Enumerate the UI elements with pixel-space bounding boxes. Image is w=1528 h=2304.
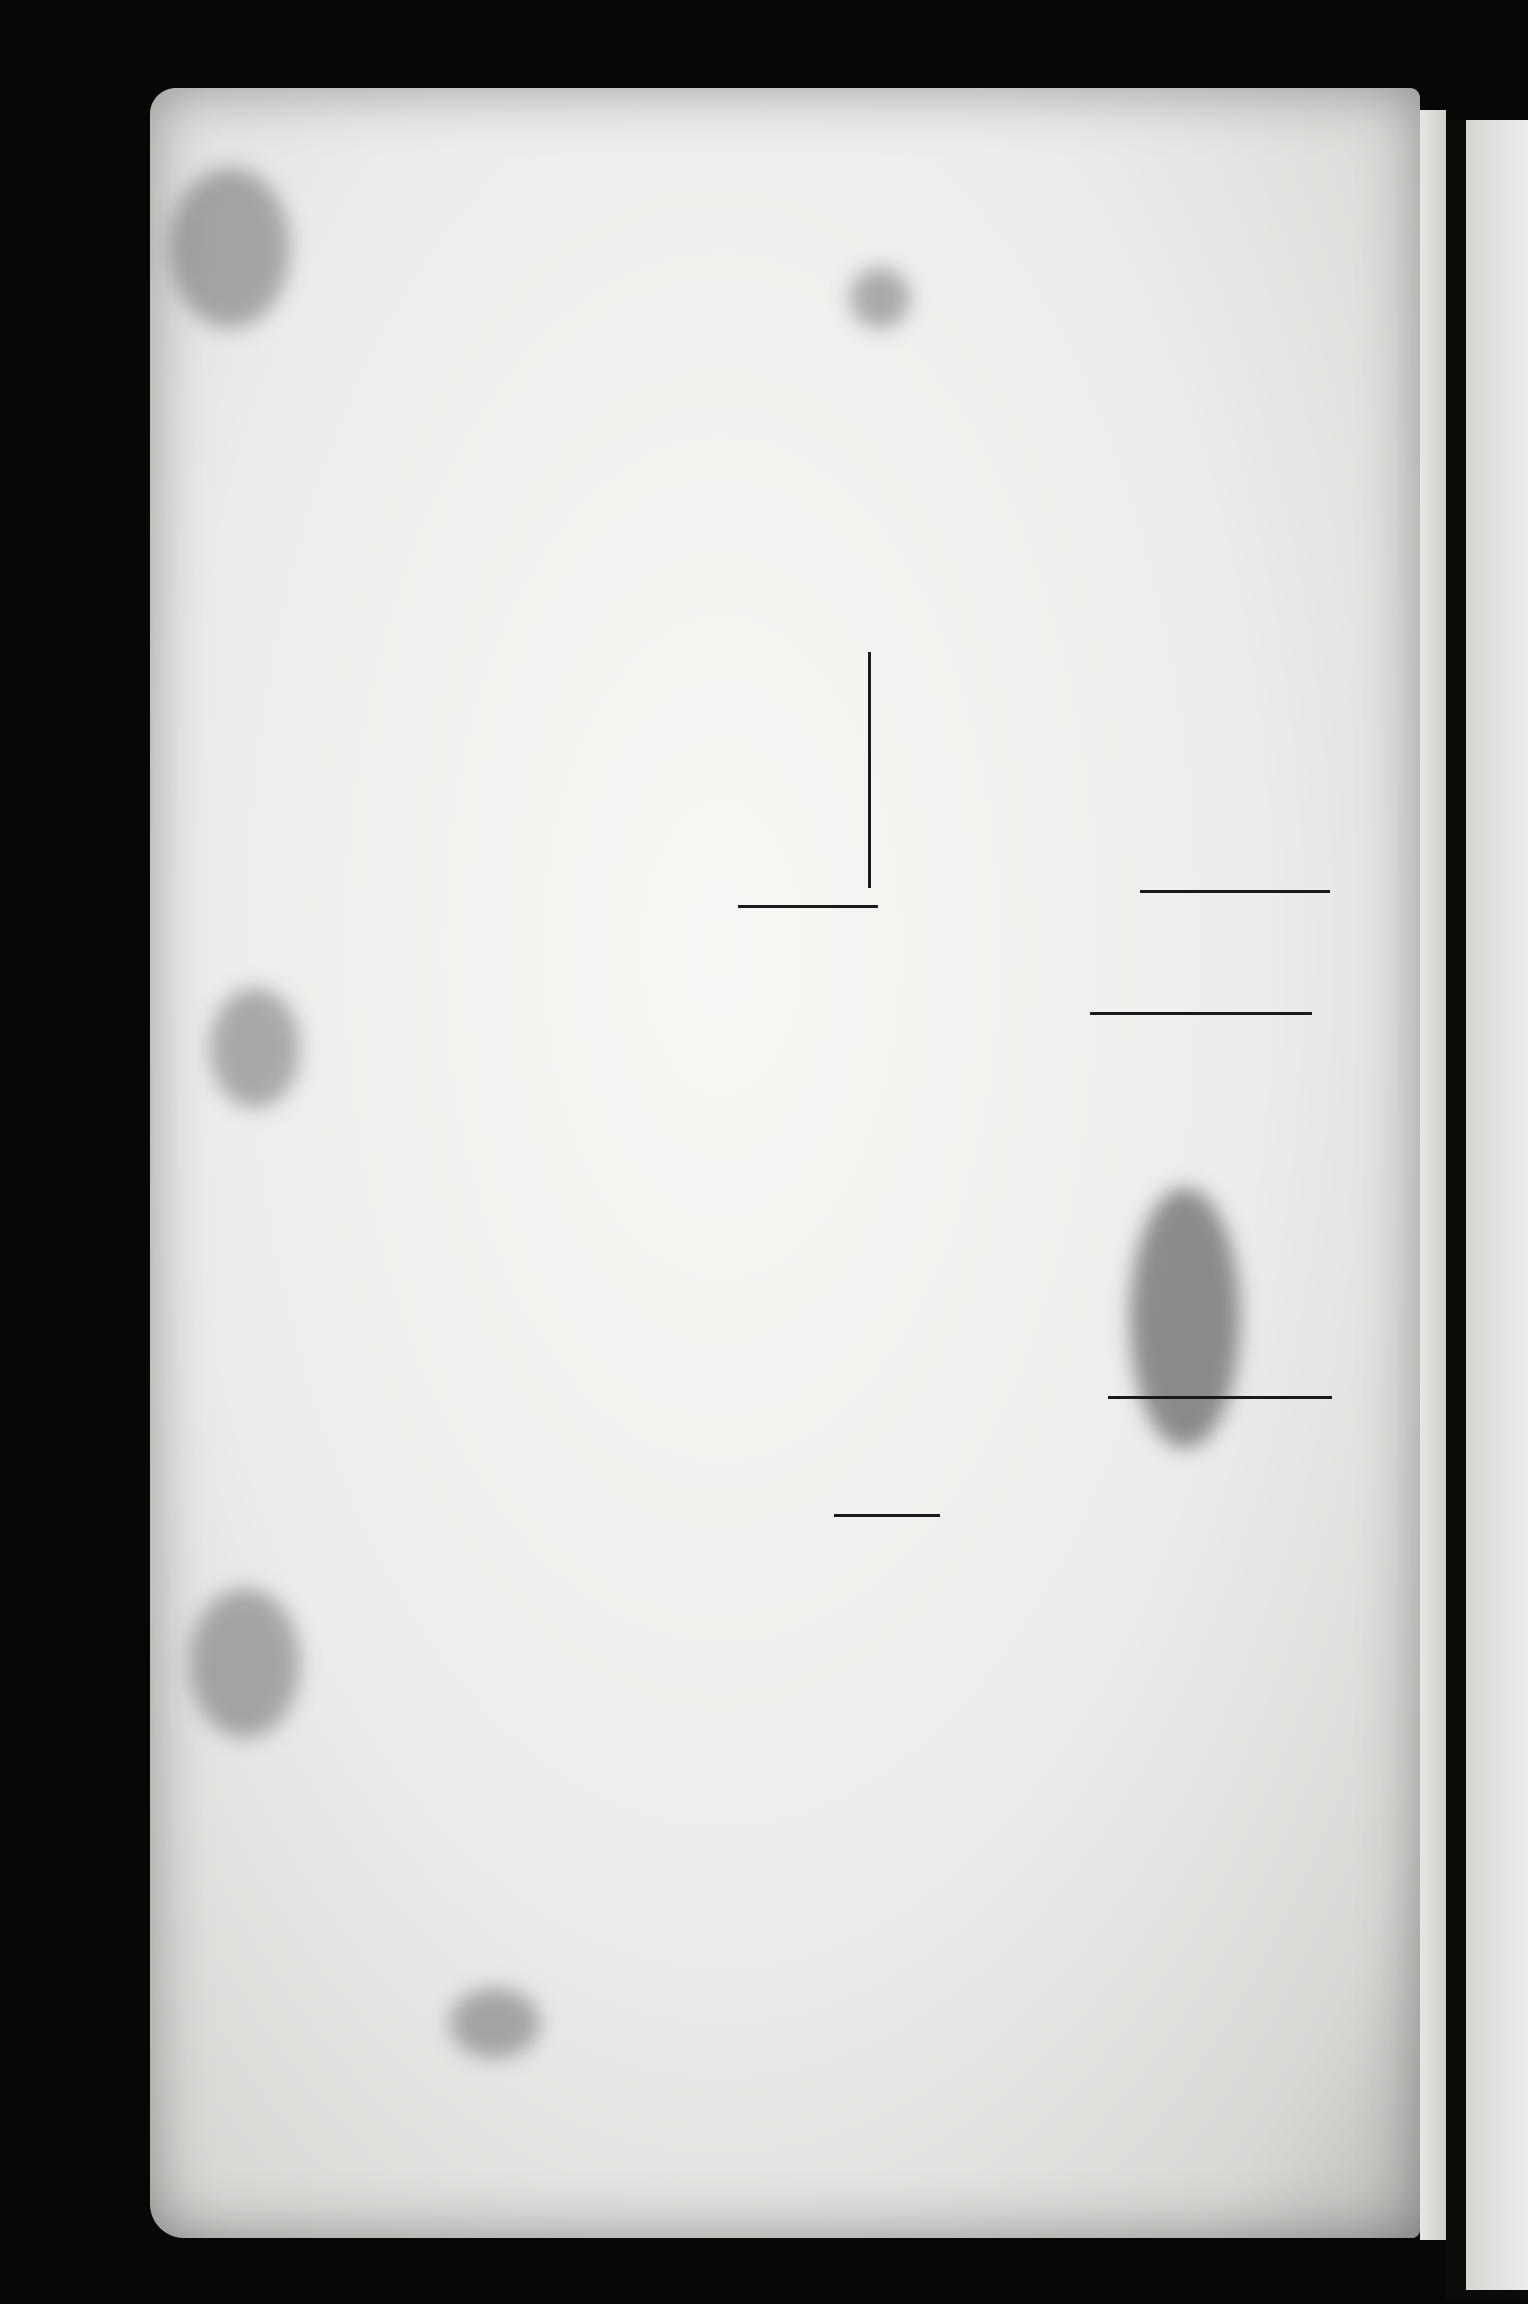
adjacent-page-strip bbox=[1466, 120, 1528, 2290]
column-divider bbox=[868, 652, 871, 888]
distribution-rule bbox=[1108, 1396, 1332, 1399]
summary-rule bbox=[1090, 1012, 1312, 1015]
page-edge bbox=[1420, 110, 1446, 2240]
section-divider bbox=[834, 1514, 940, 1517]
document-page bbox=[150, 88, 1420, 2238]
right-subtotal-rule bbox=[1140, 890, 1330, 893]
left-subtotal-rule bbox=[738, 905, 878, 908]
